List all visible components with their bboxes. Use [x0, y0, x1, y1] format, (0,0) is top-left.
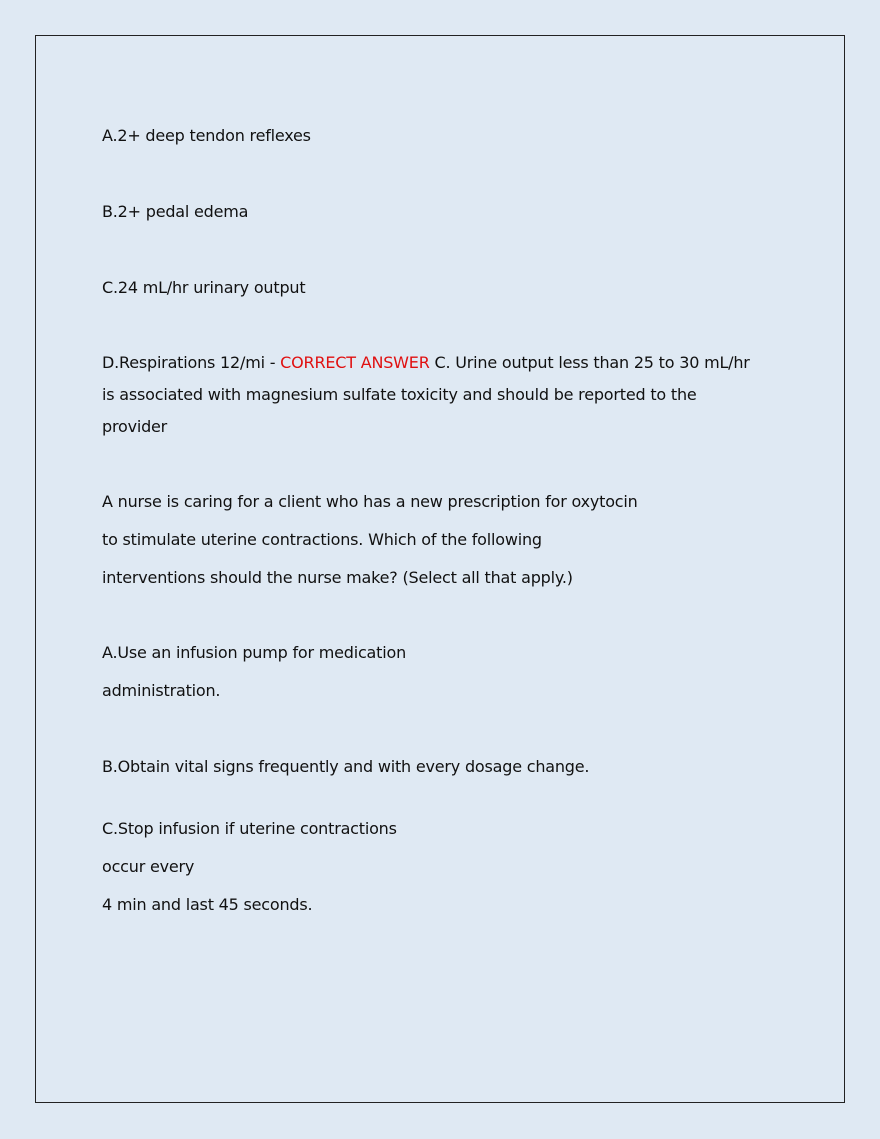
q2-option-a-line2: administration. — [102, 681, 221, 700]
answer-explanation-line2: is associated with magnesium sulfate toxicity and should be reported to the — [102, 385, 697, 404]
q2-option-c-line2: occur every — [102, 857, 195, 876]
q2-option-c-line1: C.Stop infusion if uterine contractions — [102, 819, 397, 838]
answer-explanation-line3: provider — [102, 417, 168, 436]
q1-option-d-with-answer — [102, 353, 750, 373]
q1-option-c: C.24 mL/hr urinary output — [102, 278, 306, 297]
q2-option-a-line1: A.Use an infusion pump for medication — [102, 643, 407, 662]
q1-option-d: D.Respirations 12/mi - — [102, 353, 281, 372]
correct-answer-label: CORRECT ANSWER — [280, 353, 430, 372]
q2-stem-line2: to stimulate uterine contractions. Which of the following — [102, 530, 542, 549]
q2-stem-line1: A nurse is caring for a client who has a new prescription for oxytocin — [102, 492, 638, 511]
q2-stem-line3: interventions should the nurse make? (Select all that apply.) — [102, 568, 573, 587]
q1-option-b: B.2+ pedal edema — [102, 202, 249, 221]
answer-explanation-line1: C. Urine output less than 25 to 30 mL/hr — [429, 353, 750, 372]
q2-option-b: B.Obtain vital signs frequently and with every dosage change. — [102, 757, 590, 776]
q1-option-a: A.2+ deep tendon reflexes — [102, 126, 311, 145]
q2-option-c-line3: 4 min and last 45 seconds. — [102, 895, 313, 914]
